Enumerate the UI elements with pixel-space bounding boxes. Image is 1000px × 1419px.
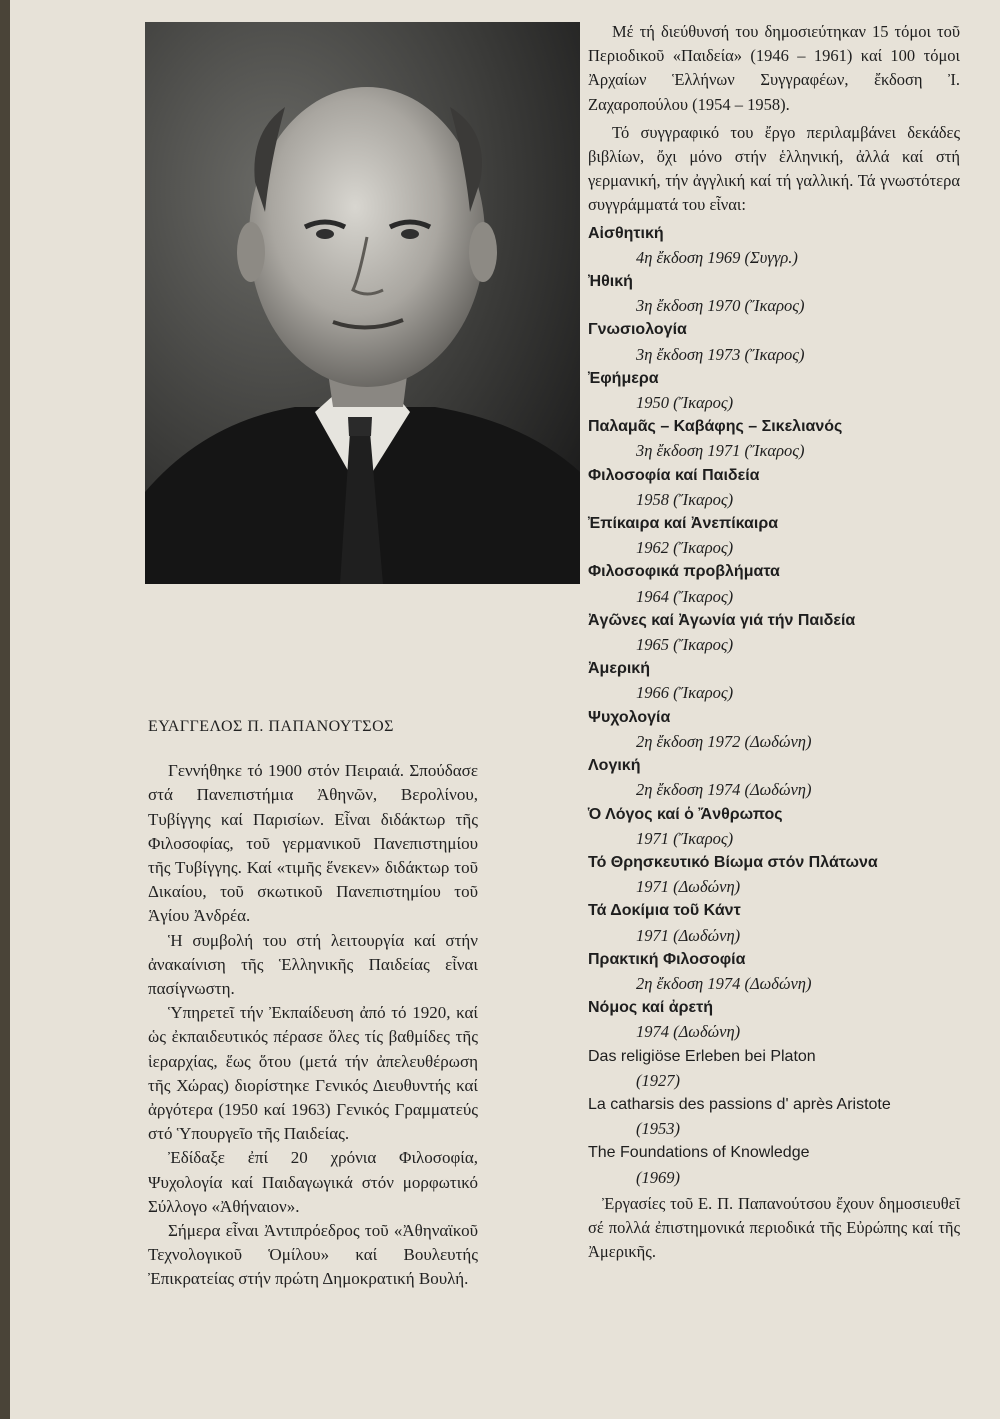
bio-paragraph: Ὑπηρετεῖ τήν Ἐκπαίδευση ἀπό τό 1920, καί ὡς ἐκπαιδευτικός πέρασε ὅλες τίς βαθμίδες τῆς ἱεραρχίας, ἕως ὅτου (μετά τήν ἀπελευθέρωση τῆς Χώρας) διορίστηκε Γενικός Διευθυντής καί ἀργότερα (1950 καί 1963) Γενικός Γραμματεύς στό Ὑπουργεῖο τῆς Παιδείας.: [148, 1003, 478, 1144]
foreign-work-year: (1969): [636, 1167, 680, 1187]
bio-paragraph: Ἐδίδαξε ἐπί 20 χρόνια Φιλοσοφία, Ψυχολογία καί Παιδαγωγικά στόν μορφωτικό Σύλλογο «Ἀθήναιον».: [148, 1148, 478, 1216]
work-edition: 1964 (Ἴκαρος): [636, 586, 734, 606]
foreign-work-item: [588, 1141, 960, 1189]
work-edition: 2η ἔκδοση 1972 (Δωδώνη): [636, 731, 812, 751]
foreign-work-item: [588, 1045, 960, 1093]
work-item: [588, 222, 960, 270]
intro-paragraph: Τό συγγραφικό του ἔργο περιλαμβάνει δεκάδες βιβλίων, ὄχι μόνο στήν ἑλληνική, ἀλλά καί στή γερμανική, τήν ἀγγλική καί τή γαλλική. Τά γνωστότερα συγγράμματά του εἶναι:: [588, 122, 960, 215]
work-item: [588, 415, 960, 463]
work-title: Ἐφήμερα: [588, 369, 659, 387]
work-title: Φιλοσοφία καί Παιδεία: [588, 466, 760, 484]
work-title: Πρακτική Φιλοσοφία: [588, 950, 746, 968]
work-item: [588, 367, 960, 415]
work-edition: 2η ἔκδοση 1974 (Δωδώνη): [636, 973, 812, 993]
foreign-work-title: La catharsis des passions d' après Aristote: [588, 1095, 891, 1113]
work-edition: 3η ἔκδοση 1971 (Ἴκαρος): [636, 441, 805, 461]
work-edition: 1971 (Δωδώνη): [636, 877, 741, 897]
work-title: Αἰσθητική: [588, 224, 664, 242]
work-title: Ἐπίκαιρα καί Ἀνεπίκαιρα: [588, 515, 779, 533]
work-edition: 1971 (Δωδώνη): [636, 925, 741, 945]
bio-paragraph: Γεννήθηκε τό 1900 στόν Πειραιά. Σπούδασε στά Πανεπιστήμια Ἀθηνῶν, Βερολίνου, Τυβίγγης καί Παρισίων. Εἶναι διδάκτωρ τῆς Φιλοσοφίας, τοῦ γερμανικοῦ Πανεπιστημίου τῆς Τυβίγγης. Καί «τιμῆς ἕνεκεν» διδάκτωρ τοῦ Δικαίου, τοῦ σκωτικοῦ Πανεπιστημίου τοῦ Ἁγίου Ἀνδρέα.: [148, 761, 478, 926]
work-title: Παλαμᾶς – Καβάφης – Σικελιανός: [588, 418, 843, 436]
work-title: Ἠθική: [588, 273, 633, 291]
work-edition: 1966 (Ἴκαρος): [636, 683, 734, 703]
work-item: [588, 754, 960, 802]
foreign-work-title: Das religiöse Erleben bei Platon: [588, 1047, 816, 1065]
foreign-work-year: (1953): [636, 1119, 680, 1139]
work-item: [588, 657, 960, 705]
work-item: [588, 609, 960, 657]
work-title: Ἀμερική: [588, 660, 650, 678]
work-edition: 1974 (Δωδώνη): [636, 1022, 741, 1042]
work-edition: 1950 (Ἴκαρος): [636, 393, 734, 413]
portrait-illustration: [145, 22, 580, 584]
work-edition: 2η ἔκδοση 1974 (Δωδώνη): [636, 780, 812, 800]
work-title: Λογική: [588, 757, 641, 775]
work-title: Ψυχολογία: [588, 708, 671, 726]
work-edition: 1962 (Ἴκαρος): [636, 538, 734, 558]
work-item: [588, 803, 960, 851]
work-item: [588, 899, 960, 947]
work-item: [588, 560, 960, 608]
foreign-work-item: [588, 1093, 960, 1141]
foreign-work-year: (1927): [636, 1070, 680, 1090]
author-portrait-photo: [145, 22, 580, 584]
works-list: [588, 222, 960, 1045]
work-item: [588, 706, 960, 754]
closing-paragraph: Ἐργασίες τοῦ Ε. Π. Παπανούτσου ἔχουν δημοσιευθεῖ σέ πολλά ἐπιστημονικά περιοδικά τῆς Εὐρώπης καί τῆς Ἀμερικῆς.: [588, 1193, 960, 1262]
intro-paragraph: Μέ τή διεύθυνσή του δημοσιεύτηκαν 15 τόμοι τοῦ Περιοδικοῦ «Παιδεία» (1946 – 1961) καί 100 τόμοι Ἀρχαίων Ἑλλήνων Συγγραφέων, ἔκδοση Ἰ. Ζαχαροπούλου (1954 – 1958).: [588, 22, 960, 114]
work-item: [588, 948, 960, 996]
bio-paragraph: Σήμερα εἶναι Ἀντιπρόεδρος τοῦ «Ἀθηναϊκοῦ Τεχνολογικοῦ Ὁμίλου» καί Βουλευτής Ἐπικρατείας στήν πρώτη Δημοκρατική Βουλή.: [148, 1221, 478, 1289]
work-item: [588, 270, 960, 318]
work-edition: 1965 (Ἴκαρος): [636, 635, 734, 655]
work-edition: 3η ἔκδοση 1973 (Ἴκαρος): [636, 344, 805, 364]
work-edition: 1971 (Ἴκαρος): [636, 828, 734, 848]
work-item: [588, 996, 960, 1044]
foreign-works-list: [588, 1045, 960, 1190]
foreign-work-title: The Foundations of Knowledge: [588, 1144, 810, 1162]
bio-paragraph: Ἡ συμβολή του στή λειτουργία καί στήν ἀνακαίνιση τῆς Ἑλληνικῆς Παιδείας εἶναι πασίγνωστη.: [148, 930, 478, 999]
work-title: Γνωσιολογία: [588, 321, 687, 339]
work-title: Τό Θρησκευτικό Βίωμα στόν Πλάτωνα: [588, 853, 878, 871]
work-title: Τά Δοκίμια τοῦ Κάντ: [588, 902, 741, 920]
work-item: [588, 512, 960, 560]
bibliography-column: [588, 20, 960, 1264]
work-title: Ἀγῶνες καί Ἀγωνία γιά τήν Παιδεία: [588, 611, 856, 629]
work-edition: 4η ἔκδοση 1969 (Συγγρ.): [636, 247, 798, 267]
book-back-cover: [10, 0, 1000, 1419]
author-name: ΕΥΑΓΓΕΛΟΣ Π. ΠΑΠΑΝΟΥΤΣΟΣ: [148, 718, 394, 735]
work-edition: 1958 (Ἴκαρος): [636, 489, 734, 509]
work-title: Νόμος καί ἀρετή: [588, 999, 714, 1017]
work-item: [588, 851, 960, 899]
work-item: [588, 464, 960, 512]
author-bio-column: [148, 715, 478, 1292]
work-item: [588, 318, 960, 366]
work-edition: 3η ἔκδοση 1970 (Ἴκαρος): [636, 296, 805, 316]
work-title: Ὁ Λόγος καί ὁ Ἄνθρωπος: [588, 805, 783, 823]
work-title: Φιλοσοφικά προβλήματα: [588, 563, 780, 581]
